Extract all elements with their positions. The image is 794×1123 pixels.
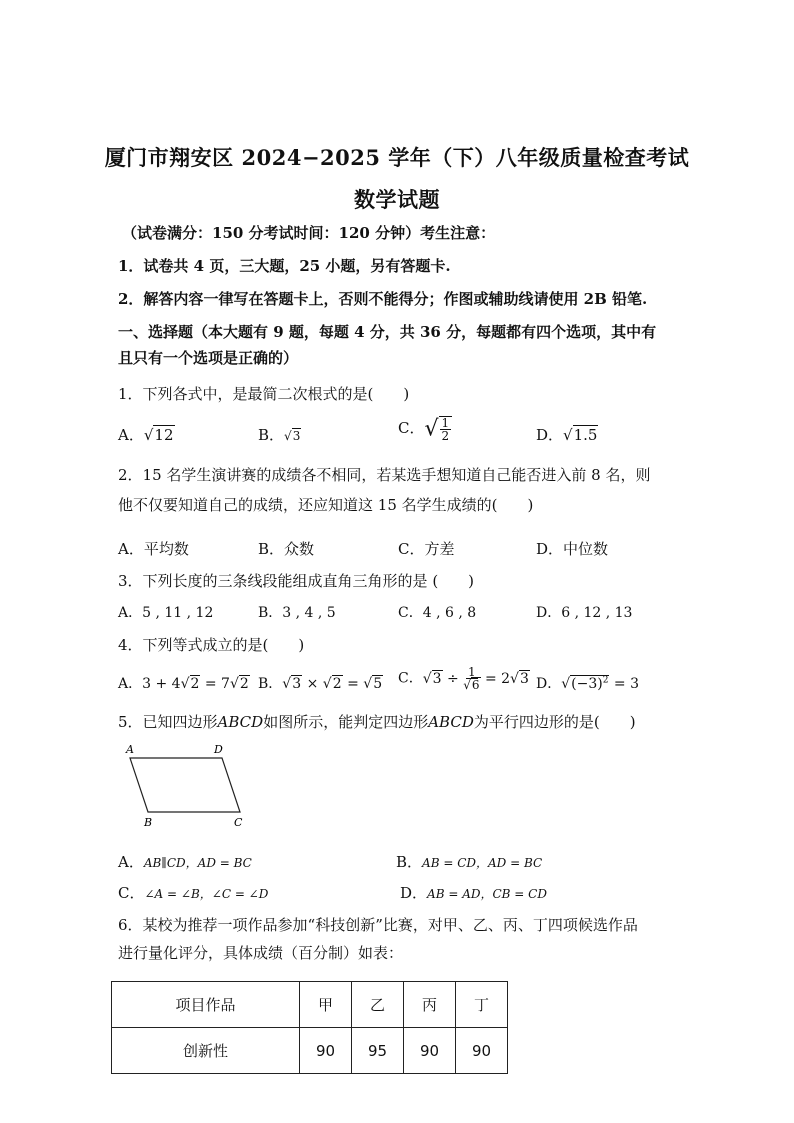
option-label: A． xyxy=(118,853,144,871)
expr-part: = 7 xyxy=(200,676,230,692)
q5-option-d xyxy=(400,882,547,903)
expr-part: ÷ xyxy=(442,670,464,687)
q2-stem-line2: 他不仅要知道自己的成绩，还应知道这 15 名学生成绩的( ) xyxy=(118,496,534,514)
note-2: 2．解答内容一律写在答题卡上，否则不能得分；作图或辅助线请使用 2B 铅笔. xyxy=(118,290,648,308)
vertex-d-label: D xyxy=(214,743,223,756)
radicand: 5 xyxy=(373,676,383,692)
radicand: 2 xyxy=(332,676,342,692)
score-table xyxy=(111,981,508,1074)
vertex-b-label: B xyxy=(144,816,153,829)
numerator: 1 xyxy=(468,665,476,679)
q3-option-d: D．6 , 12 , 13 xyxy=(536,605,633,621)
exam-subtitle: 数学试题 xyxy=(354,187,440,212)
q4-option-d: D．$√(-3)^2 = 3$ xyxy=(536,675,639,692)
stem-part: ABCD xyxy=(428,713,474,731)
option-text: AB = AD，CB = CD xyxy=(427,887,547,901)
expr-part: = xyxy=(342,676,364,692)
stem-part: ABCD xyxy=(217,713,264,731)
exam-info: （试卷满分：150 分考试时间：120 分钟）考生注意： xyxy=(122,224,496,242)
q2-option-a: A．平均数 xyxy=(118,540,189,558)
q5-stem xyxy=(118,711,636,732)
table-cell: 95 xyxy=(352,1028,404,1074)
q3-option-c: C．4 , 6 , 8 xyxy=(398,605,477,621)
q6-stem-line1: 6．某校为推荐一项作品参加“科技创新”比赛，对甲、乙、丙、丁四项候选作品 xyxy=(118,916,638,934)
section1-heading-line1: 一、选择题（本大题有 9 题，每题 4 分，共 36 分，每题都有四个选项，其中有 xyxy=(118,323,657,341)
q2-option-c: C．方差 xyxy=(398,540,455,558)
q5-option-b xyxy=(396,851,542,872)
table-header-cell: 乙 xyxy=(352,982,404,1028)
q2-option-b: B．众数 xyxy=(258,540,315,558)
table-cell: 90 xyxy=(300,1028,352,1074)
q5-option-a xyxy=(118,851,252,872)
q3-option-a: A．5 , 11 , 12 xyxy=(118,605,214,621)
denominator: 2 xyxy=(441,429,450,443)
radicand: 3 xyxy=(432,670,442,687)
option-label: D． xyxy=(400,884,428,902)
note-1: 1．试卷共 4 页，三大题，25 小题，另有答题卡. xyxy=(118,257,451,275)
option-label: C． xyxy=(118,884,145,902)
radicand: 2 xyxy=(190,676,200,692)
q1-option-d: D．√1.5 xyxy=(536,426,598,444)
q2-option-d: D．中位数 xyxy=(536,540,609,558)
option-label: D． xyxy=(536,426,564,444)
q3-option-b: B．3 , 4 , 5 xyxy=(258,605,336,621)
option-text: AB∥CD，AD = BC xyxy=(143,856,252,870)
option-label: D． xyxy=(536,676,562,692)
stem-part: 5．已知四边形 xyxy=(118,713,218,731)
expr-part: × xyxy=(302,676,323,692)
table-cell: 90 xyxy=(404,1028,456,1074)
radicand: 12 xyxy=(154,426,174,444)
table-cell: 90 xyxy=(456,1028,508,1074)
radicand: 1.5 xyxy=(573,426,598,444)
parallelogram-figure xyxy=(118,742,258,832)
vertex-a-label: A xyxy=(126,743,134,756)
option-label: B． xyxy=(396,853,423,871)
q4-option-a: A．3 + 4√2 = 7√2 xyxy=(118,676,249,692)
radicand: 2 xyxy=(239,676,249,692)
q5-option-c xyxy=(118,882,268,903)
expr-part: = 2 xyxy=(480,670,511,687)
expr-part: = 3 xyxy=(609,676,639,692)
q4-option-c: C．√3 ÷ $\frac{1}{√6}$ = 2√3 xyxy=(398,665,529,692)
stem-part: 为平行四边形的是( ) xyxy=(473,713,636,731)
option-label: A． xyxy=(118,426,144,444)
q1-option-b: B．√3 xyxy=(258,426,301,444)
table-header-cell: 项目作品 xyxy=(112,982,300,1028)
fraction xyxy=(439,416,453,442)
q1-option-a: A．√12 xyxy=(118,426,174,444)
numerator: 1 xyxy=(441,416,450,430)
radicand: 6 xyxy=(471,678,480,692)
expr-part: (−3) xyxy=(571,676,603,692)
option-label: C． xyxy=(398,419,425,437)
q1-stem: 1．下列各式中，是最简二次根式的是( ) xyxy=(118,385,410,403)
vertex-c-label: C xyxy=(234,816,243,829)
radicand: 3 xyxy=(292,676,302,692)
option-label: B． xyxy=(258,676,283,692)
expr-part: 3 + 4 xyxy=(142,676,181,692)
stem-part: 如图所示，能判定四边形 xyxy=(263,713,429,731)
section1-heading-line2: 且只有一个选项是正确的） xyxy=(118,349,299,367)
q4-option-b: B．√3 × √2 = √5 xyxy=(258,676,383,692)
q6-stem-line2: 进行量化评分，具体成绩（百分制）如表： xyxy=(118,944,404,962)
table-cell: 创新性 xyxy=(112,1028,300,1074)
option-label: A． xyxy=(118,676,143,692)
radicand: 3 xyxy=(519,670,529,687)
parallelogram-shape xyxy=(130,758,240,812)
table-header-cell: 丁 xyxy=(456,982,508,1028)
table-header-row xyxy=(112,982,508,1028)
option-label: B． xyxy=(258,426,285,444)
table-header-cell: 甲 xyxy=(300,982,352,1028)
table-row xyxy=(112,1028,508,1074)
exam-title: 厦门市翔安区 2024−2025 学年（下）八年级质量检查考试 xyxy=(104,145,690,170)
exponent: 2 xyxy=(602,675,609,686)
option-label: C． xyxy=(398,670,423,687)
q4-stem: 4．下列等式成立的是( ) xyxy=(118,636,305,654)
q3-stem: 3．下列长度的三条线段能组成直角三角形的是 ( ) xyxy=(118,572,475,590)
radicand: 3 xyxy=(292,429,301,443)
option-text: AB = CD，AD = BC xyxy=(422,856,543,870)
q2-stem-line1: 2．15 名学生演讲赛的成绩各不相同，若某选手想知道自己能否进入前 8 名，则 xyxy=(118,466,651,484)
fraction: $\frac{1}{√6}$ xyxy=(463,665,480,692)
option-text: ∠A = ∠B，∠C = ∠D xyxy=(144,887,269,901)
q1-option-c: C．√ $\frac{1}{2}$ xyxy=(398,416,452,442)
table-header-cell: 丙 xyxy=(404,982,456,1028)
